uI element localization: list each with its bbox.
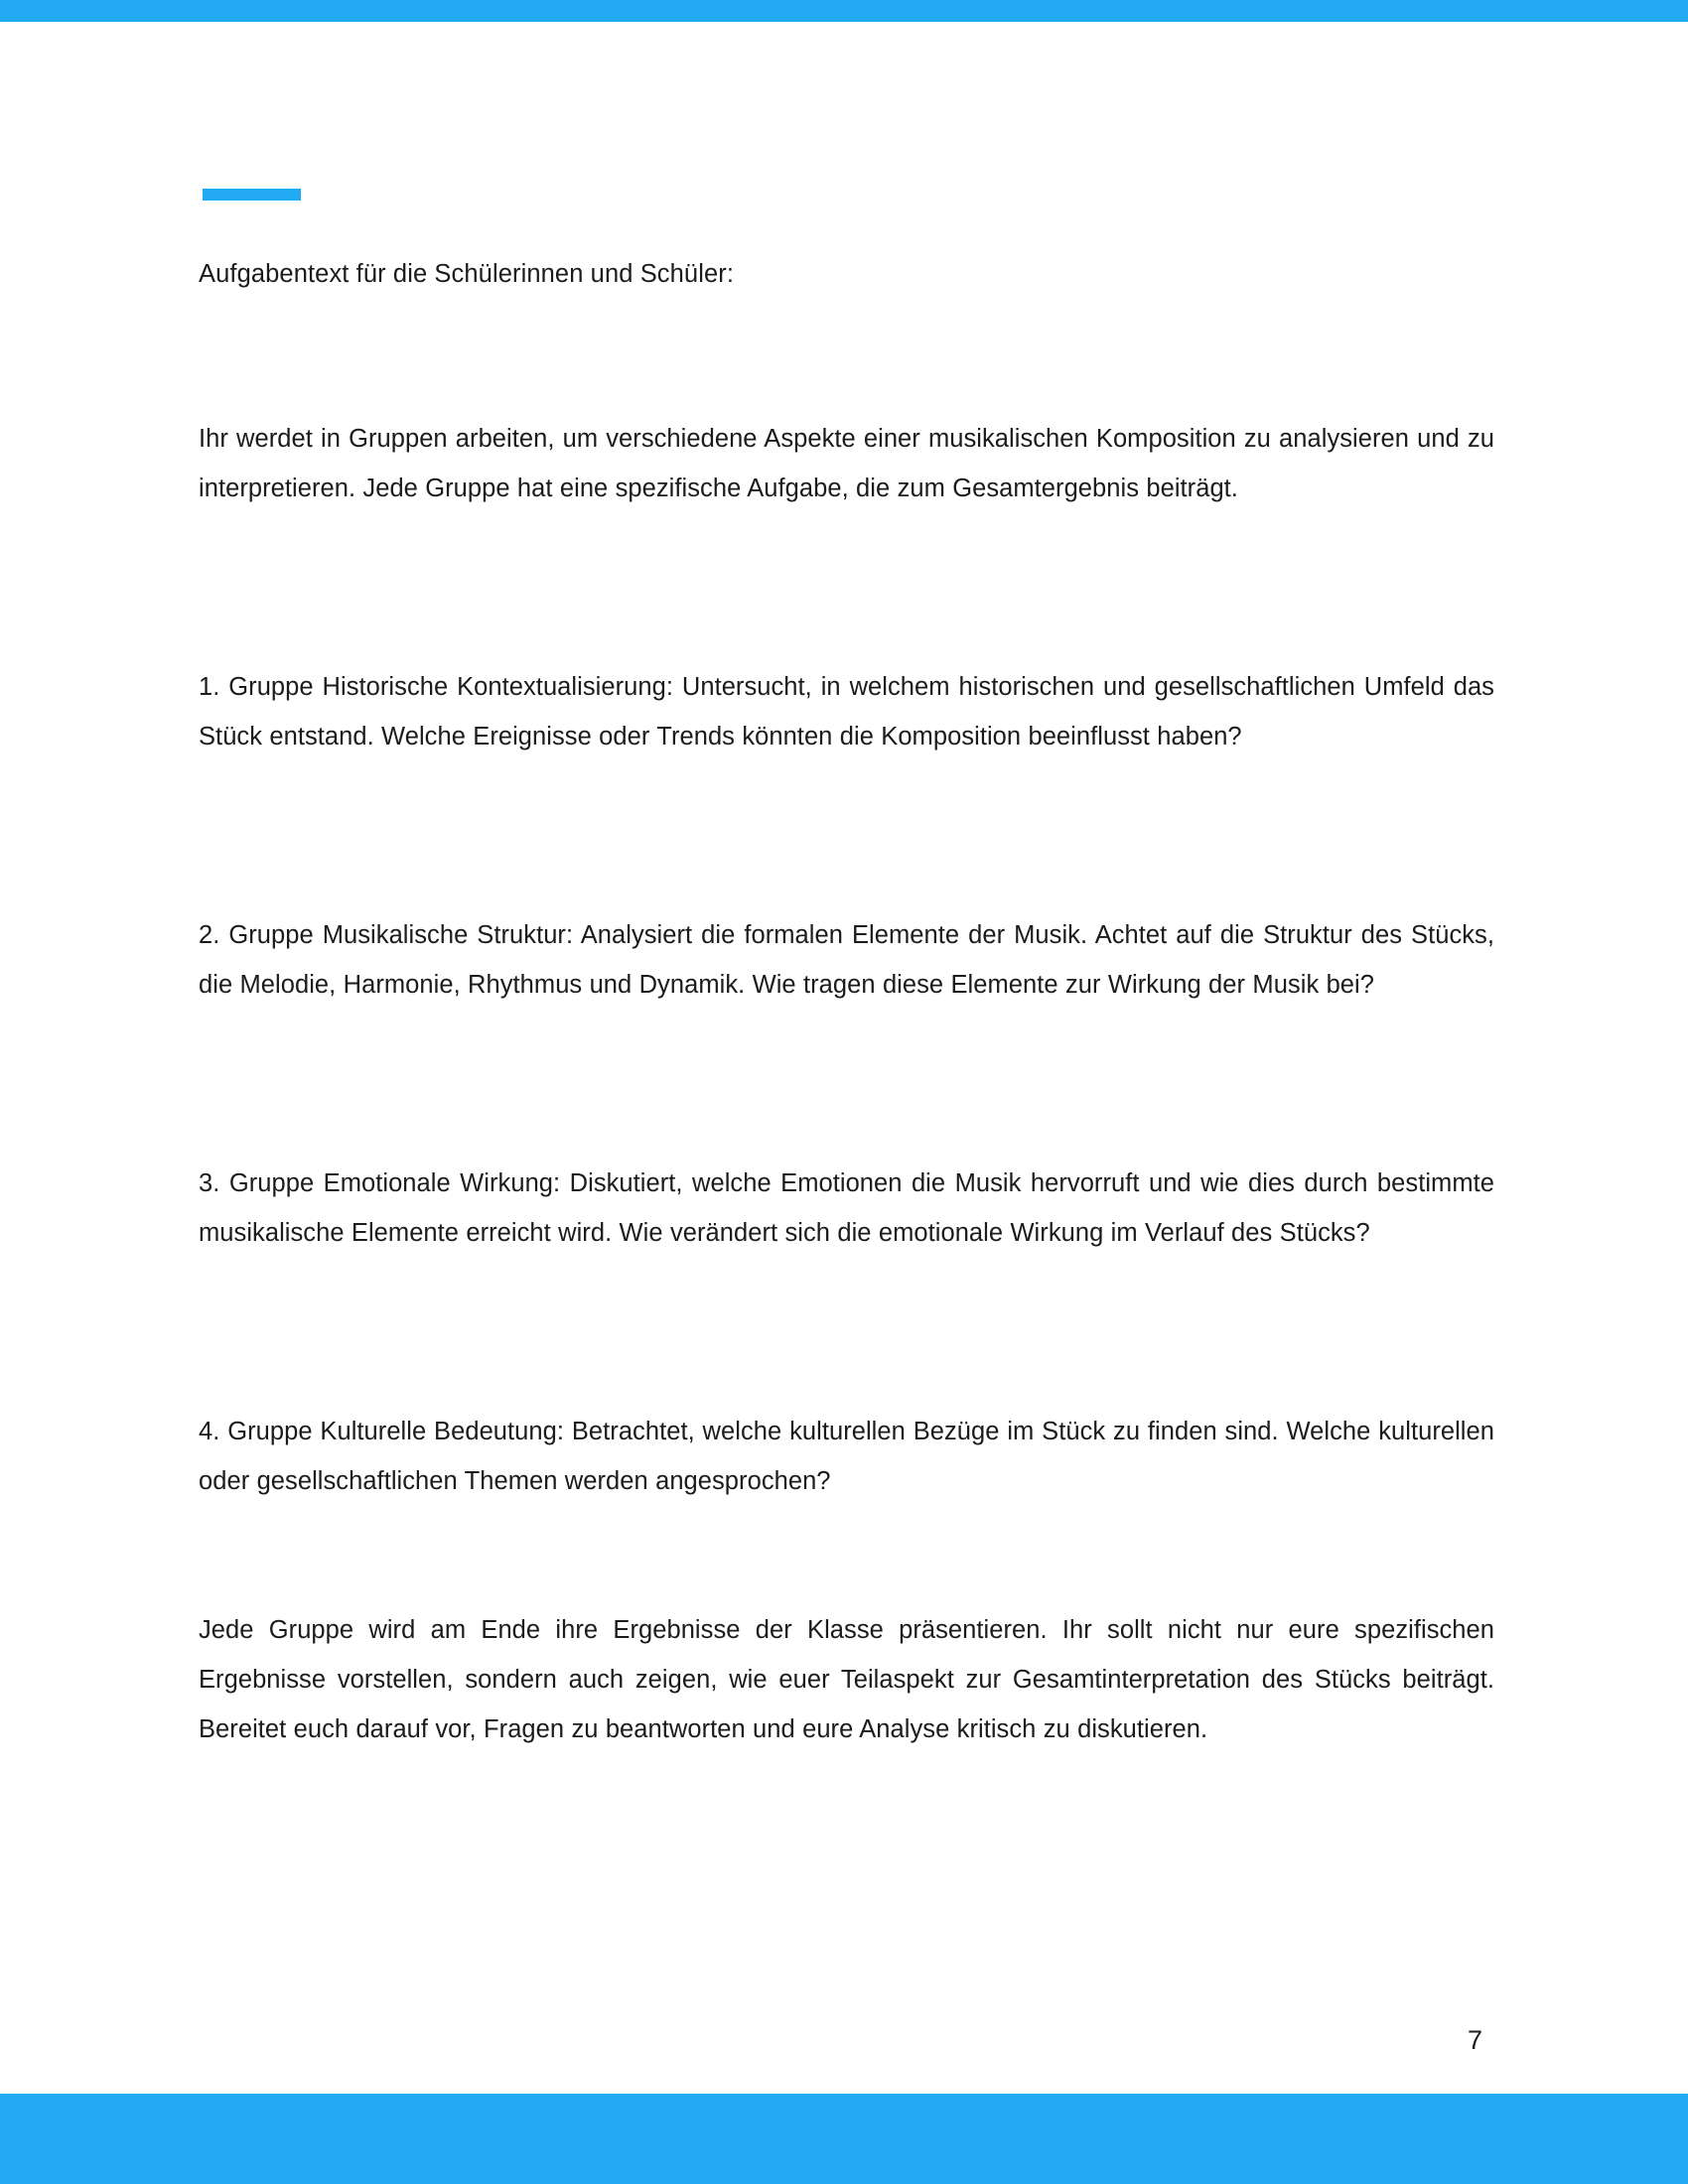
paragraph-group-4: 4. Gruppe Kulturelle Bedeutung: Betrachtet, welche kulturellen Bezüge im Stück zu finden sind. Welche kulturellen oder gesellschaftlichen Themen werden angesprochen? <box>199 1418 1494 1495</box>
paragraph-group-1-block <box>199 662 1494 761</box>
paragraph-group-3: 3. Gruppe Emotionale Wirkung: Diskutiert, welche Emotionen die Musik hervorruft und wie dies durch bestimmte musikalische Elemente erreicht wird. Wie verändert sich die emotionale Wirkung im Verlauf des Stücks? <box>199 1169 1494 1247</box>
paragraph-intro-block <box>199 414 1494 513</box>
bottom-accent-bar <box>0 2094 1688 2184</box>
paragraph-outro: Jede Gruppe wird am Ende ihre Ergebnisse der Klasse präsentieren. Ihr sollt nicht nur eure spezifischen Ergebnisse vorstellen, sondern auch zeigen, wie euer Teilaspekt zur Gesamtinterpretation des Stücks beiträgt. Bereitet euch darauf vor, Fragen zu beantworten und eure Analyse kritisch zu diskutieren. <box>199 1616 1494 1743</box>
paragraph-group-3-block <box>199 1159 1494 1258</box>
heading-accent-dash <box>203 189 301 201</box>
paragraph-intro: Ihr werdet in Gruppen arbeiten, um verschiedene Aspekte einer musikalischen Komposition zu analysieren und zu interpretieren. Jede Gruppe hat eine spezifische Aufgabe, die zum Gesamtergebnis beiträgt. <box>199 425 1494 502</box>
paragraph-group-2: 2. Gruppe Musikalische Struktur: Analysiert die formalen Elemente der Musik. Achtet auf die Struktur des Stücks, die Melodie, Harmonie, Rhythmus und Dynamik. Wie tragen diese Elemente zur Wirkung der Musik bei? <box>199 921 1494 999</box>
paragraph-group-4-block <box>199 1407 1494 1506</box>
top-accent-bar <box>0 0 1688 22</box>
page-title: Aufgabentext für die Schülerinnen und Schüler: <box>199 260 735 288</box>
paragraph-group-1: 1. Gruppe Historische Kontextualisierung: Untersucht, in welchem historischen und gesellschaftlichen Umfeld das Stück entstand. Welche Ereignisse oder Trends könnten die Komposition beeinflusst haben? <box>199 673 1494 751</box>
paragraph-group-2-block <box>199 910 1494 1010</box>
page-number: 7 <box>1468 2025 1483 2055</box>
paragraph-outro-block <box>199 1605 1494 1754</box>
